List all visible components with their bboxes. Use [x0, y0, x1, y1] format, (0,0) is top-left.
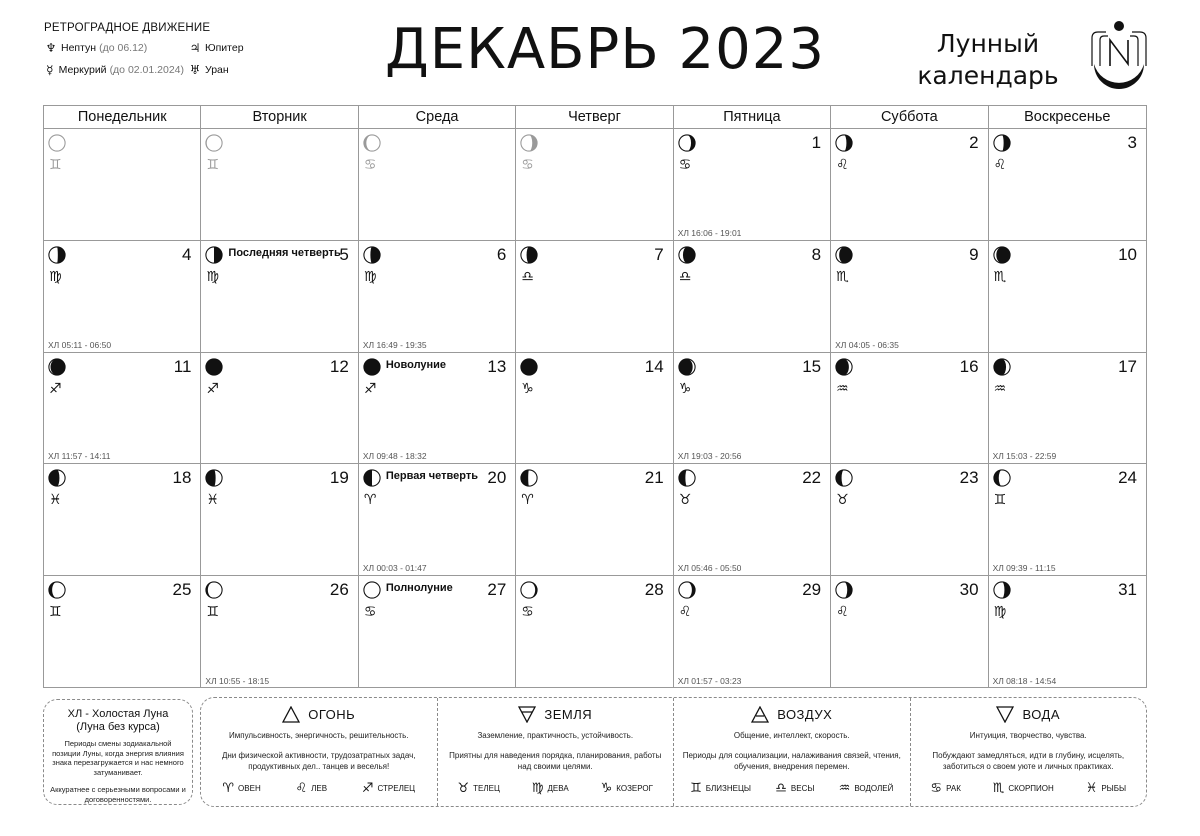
- day-number: 26: [329, 580, 349, 600]
- air-icon: [751, 706, 769, 723]
- zodiac-sign-icon: ♐: [206, 380, 219, 397]
- day-number: 23: [959, 468, 979, 488]
- pisces-icon: ♓: [1085, 781, 1098, 796]
- sign-gemini: ♊ БЛИЗНЕЦЫ: [690, 781, 751, 796]
- zodiac-sign-icon: ♌: [678, 604, 692, 621]
- moon-phase-icon: [835, 358, 853, 376]
- fire-icon: [282, 706, 300, 723]
- moon-phase-label: Первая четверть: [385, 470, 479, 483]
- page-title: ДЕКАБРЬ 2023: [384, 17, 826, 82]
- calendar-day-cell: [201, 129, 358, 241]
- day-number: 13: [487, 356, 507, 376]
- calendar-day-cell: [516, 353, 673, 465]
- zodiac-sign-icon: ♒: [993, 380, 1007, 397]
- moon-phase-icon: [835, 246, 853, 264]
- leo-icon: ♌: [295, 781, 308, 796]
- calendar-day-cell: [989, 241, 1146, 353]
- zodiac-sign-icon: ♍: [363, 268, 377, 285]
- zodiac-sign-icon: ♑: [678, 380, 692, 397]
- sign-aquarius: ♒ ВОДОЛЕЙ: [838, 781, 894, 796]
- zodiac-sign-icon: ♍: [993, 604, 1007, 621]
- element-name: ВОЗДУХ: [777, 707, 833, 722]
- day-number: 15: [802, 356, 822, 376]
- zodiac-sign-icon: ♋: [521, 157, 534, 173]
- calendar-day-cell: [831, 353, 988, 465]
- day-number: 18: [172, 468, 192, 488]
- zodiac-sign-icon: ♓: [49, 492, 62, 509]
- zodiac-sign-icon: ♊: [49, 604, 62, 621]
- weekday-label: Четверг: [516, 106, 673, 128]
- day-number: 20: [487, 468, 507, 488]
- void-of-course-time: ХЛ 16:49 - 19:35: [362, 339, 427, 350]
- void-of-course-time: ХЛ 15:03 - 22:59: [992, 451, 1057, 462]
- weekday-header-row: [44, 106, 1146, 129]
- legend-subtitle: (Луна без курса): [76, 721, 160, 733]
- void-of-course-time: ХЛ 09:48 - 18:32: [362, 451, 427, 462]
- moon-phase-icon: [520, 469, 538, 487]
- weekday-label: Воскресенье: [1024, 109, 1111, 125]
- weekday-label: Среда: [359, 106, 516, 128]
- element-name: ОГОНЬ: [308, 707, 356, 722]
- zodiac-sign-icon: ♊: [993, 492, 1007, 509]
- element-name: ЗЕМЛЯ: [544, 707, 593, 722]
- earth-icon: [518, 706, 536, 723]
- mercury-icon: ☿: [46, 63, 54, 77]
- calendar-day-cell: [516, 464, 673, 576]
- calendar-day-cell: [989, 353, 1146, 465]
- void-of-course-time: ХЛ 05:46 - 05:50: [677, 563, 742, 574]
- scorpio-icon: ♏: [992, 781, 1005, 796]
- element-traits: Заземление, практичность, устойчивость.: [477, 731, 634, 740]
- moon-phase-icon: [678, 358, 696, 376]
- moon-phase-icon: [363, 134, 381, 152]
- calendar-day-cell: [516, 241, 673, 353]
- zodiac-sign-icon: ♊: [49, 157, 62, 173]
- calendar-day-cell: [359, 241, 516, 353]
- sign-scorpio: ♏ СКОРПИОН: [992, 781, 1054, 796]
- elements-legend: [200, 697, 1147, 807]
- calendar-day-cell: [44, 241, 201, 353]
- moon-phase-icon: [363, 581, 381, 599]
- taurus-icon: ♉: [457, 781, 470, 796]
- calendar-day-cell: [831, 576, 988, 688]
- moon-phase-icon: [993, 581, 1011, 599]
- moon-phase-icon: [835, 134, 853, 152]
- aquarius-icon: ♒: [838, 781, 851, 796]
- day-number: 29: [802, 580, 822, 600]
- calendar-day-cell: [359, 464, 516, 576]
- capricorn-icon: ♑: [600, 781, 613, 796]
- day-number: 22: [802, 468, 822, 488]
- moon-logo-icon: [1086, 18, 1152, 98]
- calendar-day-cell: [201, 353, 358, 465]
- calendar-day-cell: [674, 241, 831, 353]
- retrograde-item: ☿ Меркурий (до 02.01.2024): [44, 63, 184, 77]
- calendar-day-cell: [674, 129, 831, 241]
- moon-phase-icon: [520, 581, 538, 599]
- weekday-label: Вторник: [201, 106, 358, 128]
- zodiac-sign-icon: ♊: [206, 604, 219, 621]
- element-fire: [201, 698, 438, 806]
- day-number: 8: [811, 244, 822, 264]
- moon-phase-icon: [363, 469, 381, 487]
- sign-capricorn: ♑ КОЗЕРОГ: [600, 781, 653, 796]
- void-of-course-time: ХЛ 16:06 - 19:01: [677, 227, 742, 238]
- void-of-course-time: ХЛ 11:57 - 14:11: [48, 451, 111, 462]
- moon-phase-icon: [678, 469, 696, 487]
- gemini-icon: ♊: [690, 781, 702, 796]
- void-of-course-time: ХЛ 09:39 - 11:15: [992, 563, 1056, 574]
- moon-phase-icon: [993, 469, 1011, 487]
- void-of-course-time: ХЛ 19:03 - 20:56: [677, 451, 742, 462]
- moon-phase-icon: [205, 246, 223, 264]
- day-number: 19: [329, 468, 349, 488]
- moon-phase-icon: [205, 469, 223, 487]
- moon-phase-icon: [678, 246, 696, 264]
- legend-title: ХЛ - Холостая Луна: [67, 708, 169, 720]
- zodiac-sign-icon: ♌: [993, 157, 1007, 173]
- zodiac-sign-icon: ♍: [206, 268, 219, 285]
- moon-phase-icon: [363, 358, 381, 376]
- day-number: 5: [339, 244, 349, 264]
- sign-pisces: ♓ РЫБЫ: [1085, 781, 1127, 796]
- day-number: 14: [644, 356, 664, 376]
- day-number: 11: [173, 356, 192, 376]
- moon-phase-icon: [835, 581, 853, 599]
- moon-phase-icon: [993, 246, 1011, 264]
- zodiac-sign-icon: ♈: [521, 492, 534, 509]
- zodiac-sign-icon: ♌: [836, 157, 849, 173]
- zodiac-sign-icon: ♋: [363, 604, 377, 621]
- moon-phase-icon: [48, 246, 66, 264]
- moon-phase-icon: [678, 134, 696, 152]
- day-number: 1: [811, 133, 822, 152]
- sign-sagittarius: ♐ СТРЕЛЕЦ: [361, 781, 416, 796]
- void-of-course-time: ХЛ 08:18 - 14:54: [992, 676, 1057, 686]
- moon-phase-icon: [520, 358, 538, 376]
- element-advice: Дни физической активности, трудозатратных задач, продуктивных дел.. танцев и веселья!: [221, 751, 416, 771]
- calendar-day-cell: [201, 576, 358, 688]
- zodiac-sign-icon: ♋: [678, 157, 692, 173]
- day-number: 28: [644, 580, 664, 600]
- retrograde-item: ♃ Юпитер: [189, 41, 244, 55]
- calendar-day-cell: [359, 576, 516, 688]
- element-advice: Приятны для наведения порядка, планирования, работы над своими целями.: [449, 751, 662, 771]
- weekday-label: Пятница: [674, 106, 831, 128]
- weekday-label: Понедельник: [44, 106, 201, 128]
- moon-phase-icon: [363, 246, 381, 264]
- weekday-label: Суббота: [831, 106, 988, 128]
- calendar-day-cell: [831, 241, 988, 353]
- zodiac-sign-icon: ♉: [678, 492, 692, 509]
- libra-icon: ♎: [775, 781, 787, 796]
- day-number: 3: [1127, 133, 1137, 152]
- retrograde-item: ♅ Уран: [189, 63, 229, 77]
- zodiac-sign-icon: ♏: [836, 268, 849, 285]
- moon-phase-label: Новолуние: [385, 358, 447, 371]
- day-number: 30: [959, 580, 979, 600]
- element-traits: Общение, интеллект, скорость.: [733, 731, 850, 740]
- sign-taurus: ♉ ТЕЛЕЦ: [457, 781, 500, 796]
- uranus-icon: ♅: [189, 63, 201, 77]
- zodiac-sign-icon: ♋: [521, 604, 534, 621]
- void-of-course-time: ХЛ 05:11 - 06:50: [48, 339, 112, 350]
- calendar-day-cell: [674, 464, 831, 576]
- zodiac-sign-icon: ♉: [836, 492, 849, 509]
- element-traits: Интуиция, творчество, чувства.: [969, 731, 1087, 740]
- sign-leo: ♌ ЛЕВ: [295, 781, 328, 796]
- moon-phase-icon: [993, 134, 1011, 152]
- cancer-icon: ♋: [930, 781, 943, 796]
- void-of-course-time: ХЛ 10:55 - 18:15: [205, 676, 270, 686]
- calendar-day-cell: [359, 353, 516, 465]
- day-number: 6: [496, 244, 507, 264]
- calendar-day-cell: [674, 576, 831, 688]
- calendar-day-cell: [831, 129, 988, 241]
- virgo-icon: ♍: [531, 781, 544, 796]
- zodiac-sign-icon: ♈: [363, 492, 377, 509]
- zodiac-sign-icon: ♓: [206, 492, 219, 509]
- zodiac-sign-icon: ♐: [49, 380, 62, 397]
- moon-phase-icon: [993, 358, 1011, 376]
- calendar-day-cell: [359, 129, 516, 241]
- calendar-day-cell: [516, 129, 673, 241]
- moon-phase-icon: [48, 358, 66, 376]
- sign-cancer: ♋ РАК: [930, 781, 961, 796]
- legend-footer: [43, 697, 1147, 807]
- zodiac-sign-icon: ♒: [836, 380, 849, 397]
- void-of-course-time: ХЛ 01:57 - 03:23: [677, 676, 742, 686]
- day-number: 25: [172, 580, 192, 600]
- moon-phase-icon: [205, 358, 223, 376]
- zodiac-sign-icon: ♏: [993, 268, 1007, 285]
- day-number: 10: [1118, 244, 1137, 264]
- day-number: 12: [329, 356, 349, 376]
- water-icon: [996, 706, 1014, 723]
- moon-phase-icon: [678, 581, 696, 599]
- neptune-icon: ♆: [45, 41, 57, 55]
- zodiac-sign-icon: ♍: [49, 268, 62, 285]
- day-number: 24: [1118, 468, 1137, 488]
- zodiac-sign-icon: ♋: [363, 157, 377, 173]
- element-water: [911, 698, 1147, 806]
- calendar-day-cell: [44, 464, 201, 576]
- moon-phase-icon: [835, 469, 853, 487]
- element-traits: Импульсивность, энергичность, решительность.: [228, 731, 409, 740]
- moon-phase-icon: [48, 581, 66, 599]
- void-of-course-time: ХЛ 04:05 - 06:35: [835, 339, 899, 350]
- retrograde-item: ♆ Нептун (до 06.12): [45, 41, 148, 55]
- day-number: 17: [1118, 356, 1137, 376]
- calendar-day-cell: [201, 464, 358, 576]
- day-number: 31: [1118, 580, 1137, 600]
- day-number: 9: [969, 244, 979, 264]
- sign-virgo: ♍ ДЕВА: [531, 781, 569, 796]
- zodiac-sign-icon: ♎: [678, 268, 692, 285]
- void-of-course-time: ХЛ 00:03 - 01:47: [362, 563, 427, 574]
- calendar-day-cell: [44, 353, 201, 465]
- aries-icon: ♈: [222, 781, 235, 796]
- page-subtitle: Лунный календарь: [917, 29, 1059, 90]
- legend-description: Периоды смены зодиакальной позиции Луны, когда энергия влияния знака перезагружается и нас немного затуманивает.: [52, 739, 184, 777]
- jupiter-icon: ♃: [189, 41, 201, 55]
- calendar-day-cell: [201, 241, 358, 353]
- day-number: 4: [181, 244, 192, 264]
- sign-libra: ♎ ВЕСЫ: [775, 781, 815, 796]
- moon-phase-icon: [48, 469, 66, 487]
- element-advice: Побуждают замедляться, идти в глубину, исцелять, заботиться о своем уюте и личных практиках.: [932, 751, 1125, 771]
- calendar-day-cell: [831, 464, 988, 576]
- zodiac-sign-icon: ♊: [206, 157, 219, 173]
- moon-phase-icon: [48, 134, 66, 152]
- calendar-day-cell: [989, 129, 1146, 241]
- calendar-days: [44, 129, 1146, 688]
- zodiac-sign-icon: ♐: [363, 380, 377, 397]
- day-number: 16: [959, 356, 979, 376]
- moon-phase-icon: [205, 581, 223, 599]
- element-earth: [438, 698, 675, 806]
- sagittarius-icon: ♐: [361, 781, 374, 796]
- day-number: 21: [644, 468, 664, 488]
- element-advice: Периоды для социализации, налаживания связей, чтения, обучения, внедрения перемен.: [682, 751, 901, 771]
- day-number: 2: [969, 133, 979, 152]
- day-number: 27: [487, 580, 507, 600]
- retrograde-title: РЕТРОГРАДНОЕ ДВИЖЕНИЕ: [44, 22, 211, 34]
- moon-phase-label: Полнолуние: [385, 582, 453, 595]
- moon-phase-icon: [520, 134, 538, 152]
- element-name: ВОДА: [1022, 707, 1061, 722]
- zodiac-sign-icon: ♑: [521, 380, 534, 397]
- legend-note: Аккуратнее с серьезными вопросами и договоренностями.: [50, 785, 186, 804]
- element-air: [674, 698, 911, 806]
- calendar-day-cell: [516, 576, 673, 688]
- moon-phase-label: Последняя четверть: [228, 246, 341, 259]
- calendar-day-cell: [989, 576, 1146, 688]
- zodiac-sign-icon: ♎: [521, 268, 534, 285]
- calendar-day-cell: [674, 353, 831, 465]
- moon-phase-icon: [205, 134, 223, 152]
- day-number: 7: [654, 244, 664, 264]
- zodiac-sign-icon: ♌: [836, 604, 849, 621]
- moon-phase-icon: [520, 246, 538, 264]
- calendar-day-cell: [44, 129, 201, 241]
- calendar-grid: [43, 105, 1147, 688]
- calendar-day-cell: [989, 464, 1146, 576]
- calendar-day-cell: [44, 576, 201, 688]
- sign-aries: ♈ ОВЕН: [222, 781, 261, 796]
- retrograde-panel: [44, 22, 344, 77]
- void-moon-legend: [43, 699, 193, 805]
- page-header: [0, 0, 1200, 104]
